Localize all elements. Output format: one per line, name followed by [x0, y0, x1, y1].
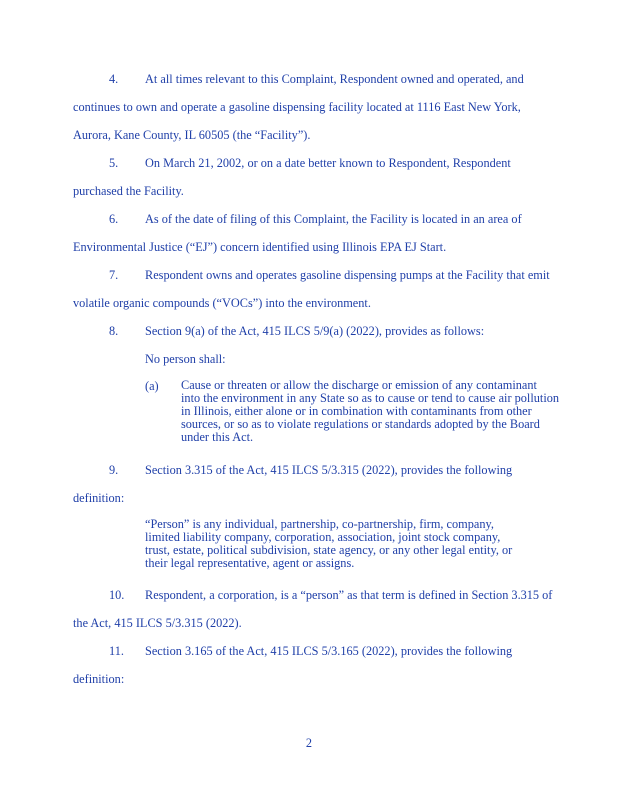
paragraph-line: Section 3.315 of the Act, 415 ILCS 5/3.315 (2022), provides the following — [145, 463, 513, 477]
quote-line: in Illinois, either alone or in combination with contaminants from other — [181, 404, 532, 418]
paragraph-line: continues to own and operate a gasoline dispensing facility located at 1116 East New York, — [73, 100, 521, 114]
paragraph-line: Aurora, Kane County, IL 60505 (the “Facility”). — [73, 128, 311, 142]
paragraph-number: 10. — [109, 588, 125, 602]
definition-line: their legal representative, agent or assigns. — [145, 556, 355, 570]
paragraph-line: Section 9(a) of the Act, 415 ILCS 5/9(a) (2022), provides as follows: — [145, 324, 485, 338]
paragraph-line: Respondent, a corporation, is a “person” as that term is defined in Section 3.315 of — [145, 588, 553, 602]
paragraph-number: 6. — [109, 212, 119, 226]
quote-line: under this Act. — [181, 430, 254, 444]
paragraph-line: volatile organic compounds (“VOCs”) into the environment. — [73, 296, 371, 310]
quote-intro: No person shall: — [145, 352, 226, 366]
paragraph-line: At all times relevant to this Complaint, Respondent owned and operated, and — [145, 72, 524, 86]
quote-item-text — [181, 379, 559, 444]
paragraph-number: 9. — [109, 463, 119, 477]
paragraph-line: Respondent owns and operates gasoline dispensing pumps at the Facility that emit — [145, 268, 550, 282]
paragraph-line: Environmental Justice (“EJ”) concern identified using Illinois EPA EJ Start. — [73, 240, 447, 254]
paragraph-line: definition: — [73, 672, 125, 686]
paragraph-line: As of the date of filing of this Complaint, the Facility is located in an area of — [145, 212, 522, 226]
paragraph-number: 8. — [109, 324, 119, 338]
paragraph-line: Section 3.165 of the Act, 415 ILCS 5/3.165 (2022), provides the following — [145, 644, 513, 658]
quote-line: Cause or threaten or allow the discharge or emission of any contaminant — [181, 378, 537, 392]
quote-line: into the environment in any State so as to cause or tend to cause air pollution — [181, 391, 560, 405]
page-number: 2 — [305, 736, 313, 750]
definition-line: “Person” is any individual, partnership, co-partnership, firm, company, — [145, 517, 494, 531]
paragraph-number: 5. — [109, 156, 119, 170]
quote-line: sources, or so as to violate regulations or standards adopted by the Board — [181, 417, 540, 431]
person-definition — [145, 518, 512, 570]
definition-line: trust, estate, political subdivision, state agency, or any other legal entity, or — [145, 543, 513, 557]
paragraph-number: 4. — [109, 72, 119, 86]
paragraph-line: purchased the Facility. — [73, 184, 184, 198]
paragraph-number: 11. — [109, 644, 124, 658]
paragraph-line: the Act, 415 ILCS 5/3.315 (2022). — [73, 616, 242, 630]
paragraph-number: 7. — [109, 268, 119, 282]
paragraph-line: On March 21, 2002, or on a date better known to Respondent, Respondent — [145, 156, 511, 170]
quote-item-label: (a) — [145, 379, 159, 393]
paragraph-line: definition: — [73, 491, 125, 505]
definition-line: limited liability company, corporation, association, joint stock company, — [145, 530, 501, 544]
